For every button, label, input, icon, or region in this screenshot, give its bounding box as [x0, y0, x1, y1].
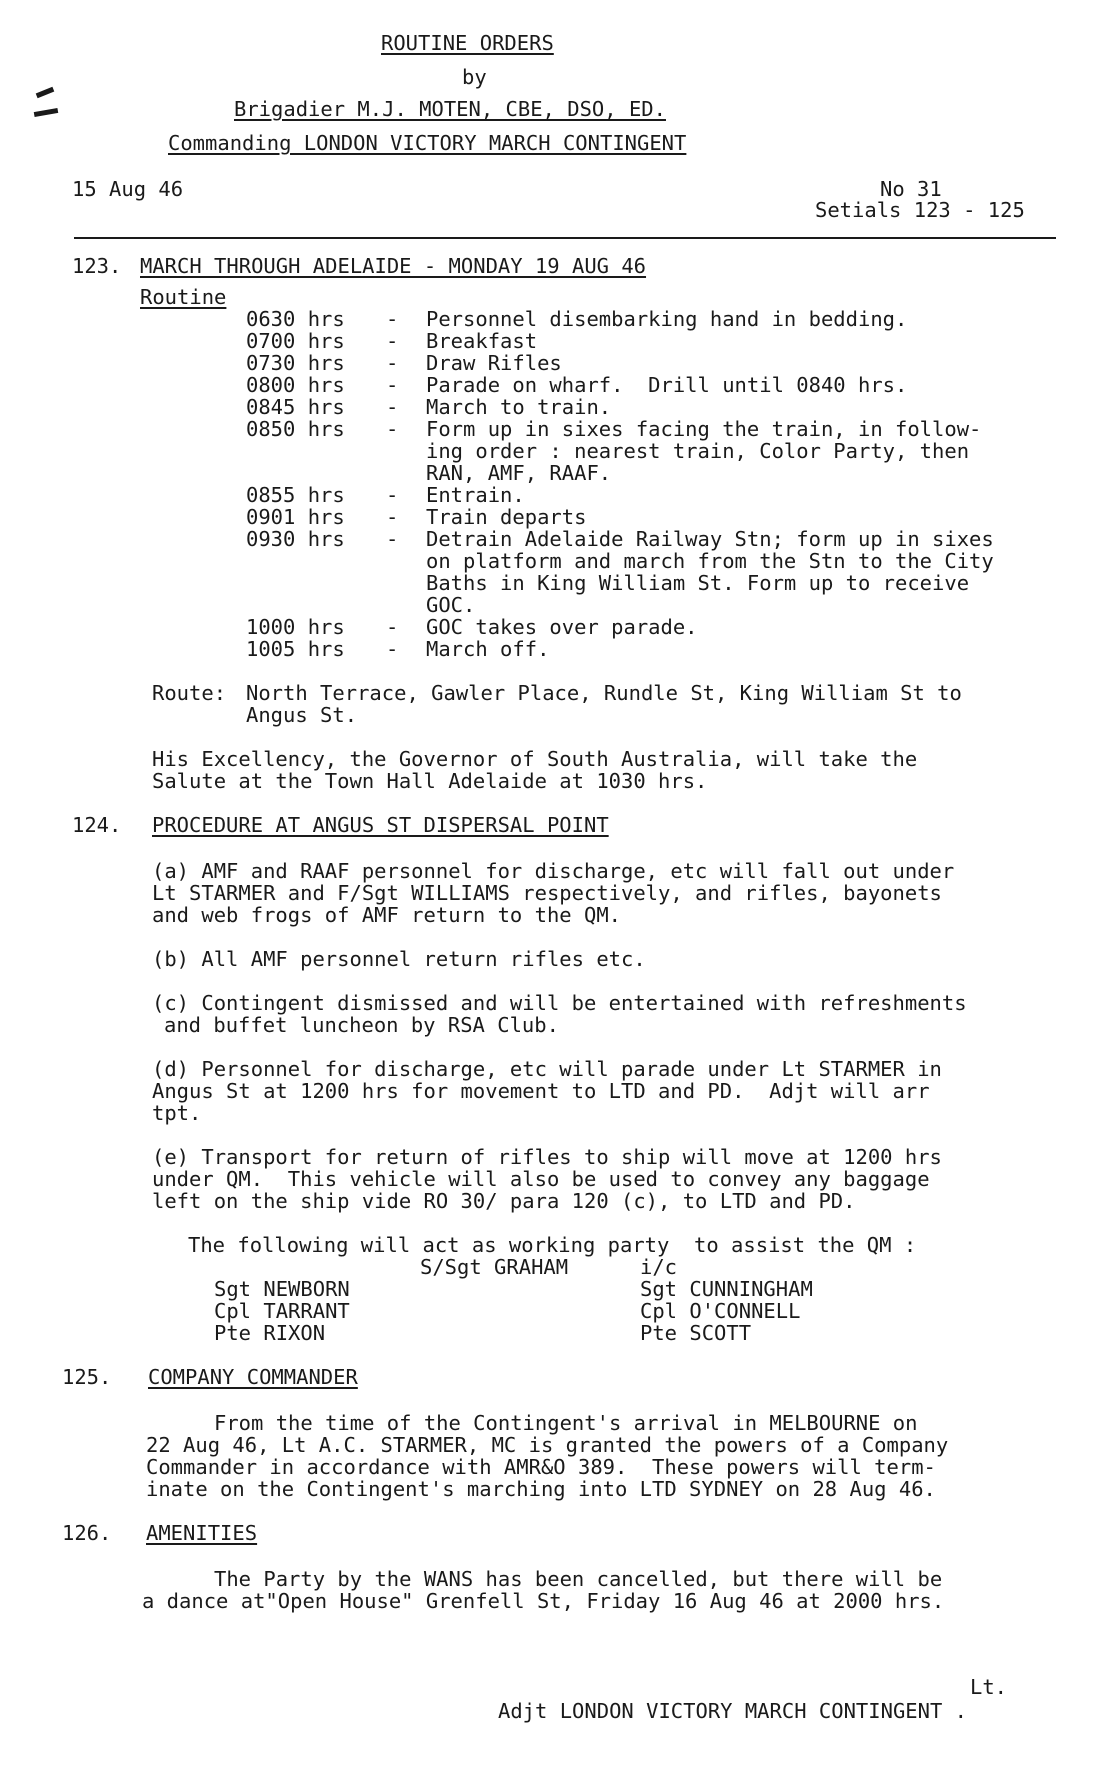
schedule-dash: -: [386, 615, 399, 639]
author-line: Brigadier M.J. MOTEN, CBE, DSO, ED.: [234, 97, 666, 121]
working-party-ic: S/Sgt GRAHAM: [420, 1255, 569, 1279]
schedule-activity: Train departs: [426, 505, 587, 529]
schedule-activity: Detrain Adelaide Railway Stn; form up in sixes: [426, 527, 994, 551]
schedule-time: 0800 hrs: [246, 373, 345, 397]
schedule-activity: Draw Rifles: [426, 351, 562, 375]
schedule-activity-cont: RAN, AMF, RAAF.: [426, 461, 612, 485]
schedule-activity: Entrain.: [426, 483, 525, 507]
para-e: left on the ship vide RO 30/ para 120 (c), to LTD and PD.: [152, 1189, 856, 1213]
working-party-member: Pte SCOTT: [640, 1321, 752, 1345]
schedule-dash: -: [386, 373, 399, 397]
route-text: Angus St.: [246, 703, 358, 727]
para-c: and buffet luncheon by RSA Club.: [164, 1013, 559, 1037]
schedule-dash: -: [386, 351, 399, 375]
serial-title: MARCH THROUGH ADELAIDE - MONDAY 19 AUG 46: [140, 254, 647, 278]
route-text: North Terrace, Gawler Place, Rundle St, King William St to: [246, 681, 962, 705]
para-text: inate on the Contingent's marching into LTD SYDNEY on 28 Aug 46.: [146, 1477, 936, 1501]
schedule-time: 0850 hrs: [246, 417, 345, 441]
routine-label: Routine: [140, 285, 227, 309]
serials: Setials 123 - 125: [815, 198, 1025, 222]
schedule-activity-cont: ing order : nearest train, Color Party, then: [426, 439, 970, 463]
margin-mark: [36, 87, 55, 98]
schedule-activity: March to train.: [426, 395, 612, 419]
doc-title: ROUTINE ORDERS: [381, 31, 554, 55]
serial-number: 125.: [62, 1365, 112, 1389]
schedule-activity-cont: Baths in King William St. Form up to receive: [426, 571, 970, 595]
working-party-intro: The following will act as working party to assist the QM :: [188, 1233, 917, 1257]
working-party-member: Pte RIXON: [214, 1321, 326, 1345]
para-d: tpt.: [152, 1101, 202, 1125]
serial-title: PROCEDURE AT ANGUS ST DISPERSAL POINT: [152, 813, 609, 837]
issue-date: 15 Aug 46: [72, 177, 184, 201]
para-text: The Party by the WANS has been cancelled, but there will be: [214, 1567, 943, 1591]
schedule-time: 0630 hrs: [246, 307, 345, 331]
signature-rank: Lt.: [970, 1675, 1008, 1699]
schedule-dash: -: [386, 505, 399, 529]
schedule-time: 0700 hrs: [246, 329, 345, 353]
route-label: Route:: [152, 681, 227, 705]
serial-title: COMPANY COMMANDER: [148, 1365, 358, 1389]
schedule-dash: -: [386, 527, 399, 551]
working-party-ic-label: i/c: [640, 1255, 678, 1279]
schedule-dash: -: [386, 395, 399, 419]
schedule-dash: -: [386, 637, 399, 661]
schedule-time: 1000 hrs: [246, 615, 345, 639]
schedule-dash: -: [386, 329, 399, 353]
schedule-activity: GOC takes over parade.: [426, 615, 698, 639]
schedule-time: 0930 hrs: [246, 527, 345, 551]
schedule-activity-cont: on platform and march from the Stn to the City: [426, 549, 994, 573]
schedule-activity: March off.: [426, 637, 550, 661]
working-party-member: Sgt CUNNINGHAM: [640, 1277, 813, 1301]
schedule-activity: Breakfast: [426, 329, 538, 353]
para-e: (e) Transport for return of rifles to ship will move at 1200 hrs: [152, 1145, 942, 1169]
para-d: (d) Personnel for discharge, etc will parade under Lt STARMER in: [152, 1057, 942, 1081]
schedule-dash: -: [386, 307, 399, 331]
schedule-time: 0901 hrs: [246, 505, 345, 529]
command-line: Commanding LONDON VICTORY MARCH CONTINGENT: [168, 131, 687, 155]
para-text: From the time of the Contingent's arrival in MELBOURNE on: [214, 1411, 918, 1435]
serial-title: AMENITIES: [146, 1521, 258, 1545]
para-d: Angus St at 1200 hrs for movement to LTD and PD. Adjt will arr: [152, 1079, 930, 1103]
serial-number: 126.: [62, 1521, 112, 1545]
schedule-time: 1005 hrs: [246, 637, 345, 661]
order-number: No 31: [880, 177, 942, 201]
margin-mark: [34, 108, 59, 117]
para-c: (c) Contingent dismissed and will be entertained with refreshments: [152, 991, 967, 1015]
signature-block: Adjt LONDON VICTORY MARCH CONTINGENT .: [498, 1699, 967, 1723]
header-rule: [74, 237, 1056, 239]
schedule-activity: Parade on wharf. Drill until 0840 hrs.: [426, 373, 908, 397]
para-a: and web frogs of AMF return to the QM.: [152, 903, 621, 927]
para-text: Commander in accordance with AMR&O 389. These powers will term-: [146, 1455, 936, 1479]
schedule-time: 0855 hrs: [246, 483, 345, 507]
serial-number: 124.: [72, 813, 122, 837]
schedule-activity: Personnel disembarking hand in bedding.: [426, 307, 908, 331]
para-text: a dance at"Open House" Grenfell St, Friday 16 Aug 46 at 2000 hrs.: [142, 1589, 945, 1613]
schedule-time: 0845 hrs: [246, 395, 345, 419]
working-party-member: Sgt NEWBORN: [214, 1277, 350, 1301]
schedule-time: 0730 hrs: [246, 351, 345, 375]
schedule-dash: -: [386, 483, 399, 507]
para-text: 22 Aug 46, Lt A.C. STARMER, MC is granted the powers of a Company: [146, 1433, 949, 1457]
salute-text: Salute at the Town Hall Adelaide at 1030 hrs.: [152, 769, 708, 793]
serial-number: 123.: [72, 254, 122, 278]
para-b: (b) All AMF personnel return rifles etc.: [152, 947, 646, 971]
schedule-activity: Form up in sixes facing the train, in follow-: [426, 417, 982, 441]
by-line: by: [462, 65, 487, 89]
salute-text: His Excellency, the Governor of South Australia, will take the: [152, 747, 918, 771]
schedule-dash: -: [386, 417, 399, 441]
para-e: under QM. This vehicle will also be used to convey any baggage: [152, 1167, 930, 1191]
para-a: Lt STARMER and F/Sgt WILLIAMS respectively, and rifles, bayonets: [152, 881, 942, 905]
schedule-activity-cont: GOC.: [426, 593, 476, 617]
working-party-member: Cpl TARRANT: [214, 1299, 350, 1323]
working-party-member: Cpl O'CONNELL: [640, 1299, 801, 1323]
para-a: (a) AMF and RAAF personnel for discharge, etc will fall out under: [152, 859, 955, 883]
